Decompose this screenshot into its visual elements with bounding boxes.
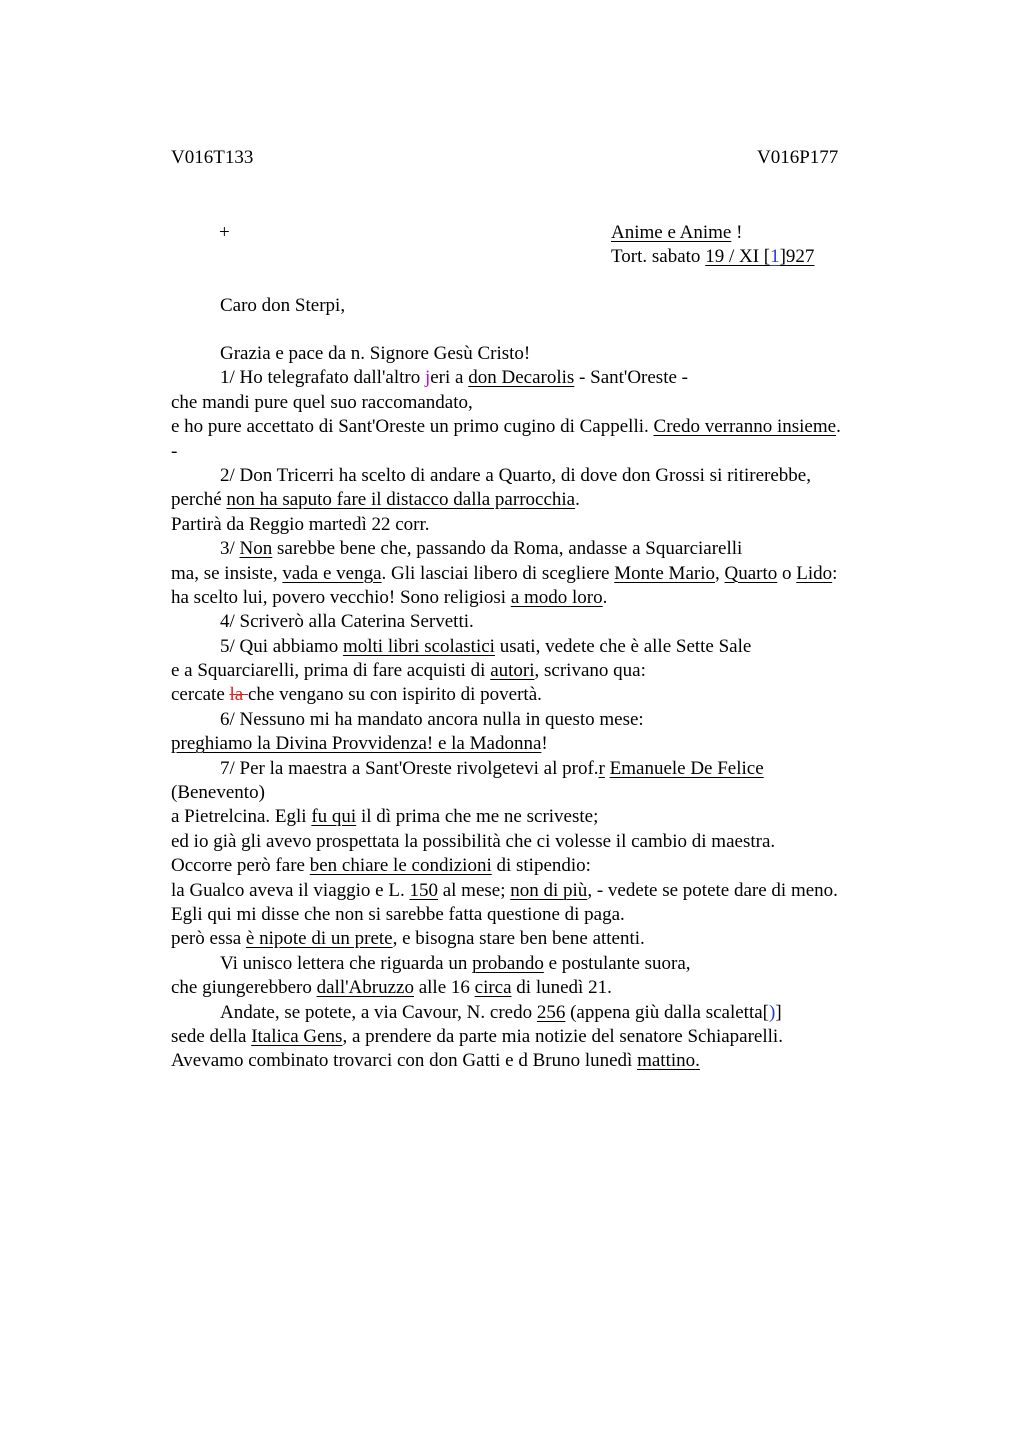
underlined-text: ben chiare le condizioni [309,855,492,877]
body-line [171,415,931,439]
underlined-text: . [695,1050,700,1072]
body-text-run: - [171,440,178,462]
body-text-run: ! [541,733,548,755]
body-line [171,391,931,415]
underlined-text: r [598,757,605,779]
body-text-run: eri a [430,367,469,389]
letter-date [611,245,814,269]
body-text-run: Occorre però fare [171,855,310,877]
date-part-b: ]927 [779,246,815,267]
underlined-text: 150 [409,879,438,901]
document-code-right: V016P177 [757,147,839,168]
body-line [171,562,931,586]
body-line [171,708,931,732]
underlined-text: 256 [536,1001,566,1023]
body-line [171,879,931,903]
body-text-run: e postulante suora, [543,952,691,974]
body-line [171,464,931,488]
body-text-run: . [575,489,580,511]
body-text-run: . Gli lasciai libero di scegliere [381,562,615,584]
underlined-text: don Decarolis [468,367,575,389]
body-line [171,366,931,390]
body-text-run: , e bisogna stare ben bene attenti. [392,928,645,950]
body-line [171,1025,931,1049]
body-line [171,781,931,805]
body-line [171,1049,931,1073]
body-text-run: al mese; [437,879,511,901]
body-text-run: Avevamo combinato trovarci con don Gatti e d Bruno lunedì [171,1050,638,1072]
body-text-run: 1/ Ho telegrafato dall'altro [220,367,425,389]
underlined-text: dall'Abruzzo [316,977,414,999]
body-line [171,1001,931,1025]
body-text-run: di stipendio: [491,855,591,877]
editor-insertion: ) [768,1001,776,1023]
body-text-run: , scrivano qua: [534,660,646,682]
body-text-run: Andate, se potete, a via Cavour, N. credo [220,1001,537,1023]
body-line [171,903,931,927]
body-text-run: : [832,562,838,584]
body-line [171,635,931,659]
underlined-text: è nipote di un prete [245,928,393,950]
body-text-run: però essa [171,928,246,950]
body-line [171,927,931,951]
underlined-text: Emanuele De Felice [609,757,764,779]
body-text-run: (Benevento) [171,782,265,804]
body-text-run: ed io già gli avevo prospettata la possibilità che ci volesse il cambio di maestra. [171,830,776,852]
body-text-run: . [602,586,608,608]
underlined-text: vada e venga [282,562,382,584]
body-line [171,513,931,537]
body-line [171,805,931,829]
body-text-run: che vengano su con ispirito di povertà. [248,684,542,706]
underlined-text: autori [490,660,535,682]
body-text-run: 5/ Qui abbiamo [220,635,343,657]
struck-text: la [229,684,248,706]
underlined-text: Italica Gens [251,1025,343,1047]
body-line [171,488,931,512]
underlined-text: Quarto [724,562,778,584]
body-text-run: e a Squarciarelli, prima di fare acquisti di [171,660,491,682]
underlined-text: fu qui [311,806,357,828]
date-prefix: Tort. sabato [611,246,706,267]
body-text-run: Grazia e pace da n. Signore Gesù Cristo! [220,343,531,364]
body-text-run: sede della [171,1025,252,1047]
body-line [171,757,931,781]
body-line [171,537,931,561]
body-text-run: , a prendere da parte mia notizie del senatore Schiaparelli. [342,1025,783,1047]
body-line [171,586,931,610]
body-line [171,610,931,634]
body-line [171,440,931,464]
body-text-run: Egli qui mi disse che non si sarebbe fatta questione di paga. [171,903,625,925]
body-line [171,952,931,976]
body-text-run: ma, se insiste, [171,562,283,584]
underlined-text: circa [474,977,512,999]
underlined-text: non ha saputo fare il distacco dalla parrocchia [226,489,576,511]
body-text-run: . [836,416,841,438]
underlined-text: preghiamo la Divina Provvidenza! e la Madonna [171,733,542,755]
body-text-run: - Sant'Oreste - [574,367,688,389]
body-text-run: (appena giù dalla scaletta[ [565,1001,769,1023]
body-text-run: 2/ Don Tricerri ha scelto di andare a Quarto, di dove don Grossi si ritirerebbe, [220,464,811,486]
body-line [171,830,931,854]
body-text-run: il dì prima che me ne scriveste; [356,806,599,828]
body-text-run: cercate [171,684,230,706]
body-line [171,342,931,366]
underlined-text: Monte Mario [614,562,715,584]
body-line [171,976,931,1000]
inserted-letter: j [424,367,431,389]
body-text-run: a Pietrelcina. Egli [171,806,312,828]
date-bracket-digit: 1 [770,246,780,267]
body-line [171,659,931,683]
salutation: Caro don Sterpi, [220,295,346,316]
date-part-a: 19 / XI [ [705,246,771,267]
underlined-text: non di più [510,879,588,901]
underlined-text: Lido [796,562,833,584]
letter-title-underlined: Anime e Anime [611,222,732,243]
underlined-text: a modo loro [510,586,603,608]
body-line [171,732,931,756]
body-text-run: la Gualco aveva il viaggio e L. [171,879,410,901]
body-text-run: ] [775,1001,782,1023]
body-text-run: usati, vedete che è alle Sette Sale [494,635,752,657]
underlined-text: mattino [637,1050,696,1072]
body-text-run: Partirà da Reggio martedì 22 corr. [171,513,430,535]
body-text-run: , [715,562,725,584]
body-text-run: Vi unisco lettera che riguarda un [220,952,473,974]
body-text-run: che giungerebbero [171,977,317,999]
body-text-run: 6/ Nessuno mi ha mandato ancora nulla in questo mese: [220,708,644,730]
letter-title [611,221,742,245]
body-line [171,854,931,878]
body-text-run: 4/ Scriverò alla Caterina Servetti. [220,611,474,633]
body-text-run: e ho pure accettato di Sant'Oreste un primo cugino di Cappelli. [171,416,654,438]
body-text-run: che mandi pure quel suo raccomandato, [171,391,473,413]
underlined-text: Non [239,538,273,560]
body-text-run: 3/ [220,538,240,560]
body-text-run: alle 16 [413,977,475,999]
cross-symbol: + [219,222,230,243]
underlined-text: Credo verranno insieme [653,416,837,438]
underlined-text: probando [472,952,544,974]
body-text-run: , - vedete se potete dare di meno. [587,879,838,901]
body-line [171,683,931,707]
body-text-run: sarebbe bene che, passando da Roma, andasse a Squarciarelli [272,538,743,560]
body-text-run: 7/ Per la maestra a Sant'Oreste rivolgetevi al prof. [220,757,599,779]
body-text-run: ha scelto lui, povero vecchio! Sono religiosi [171,586,511,608]
body-text-run: di lunedì 21. [511,977,612,999]
body-text-run: perché [171,489,227,511]
body-text-run: o [777,562,797,584]
letter-body [171,342,931,1074]
document-code-left: V016T133 [171,147,254,168]
letter-title-rest: ! [731,222,743,243]
underlined-text: molti libri scolastici [342,635,495,657]
